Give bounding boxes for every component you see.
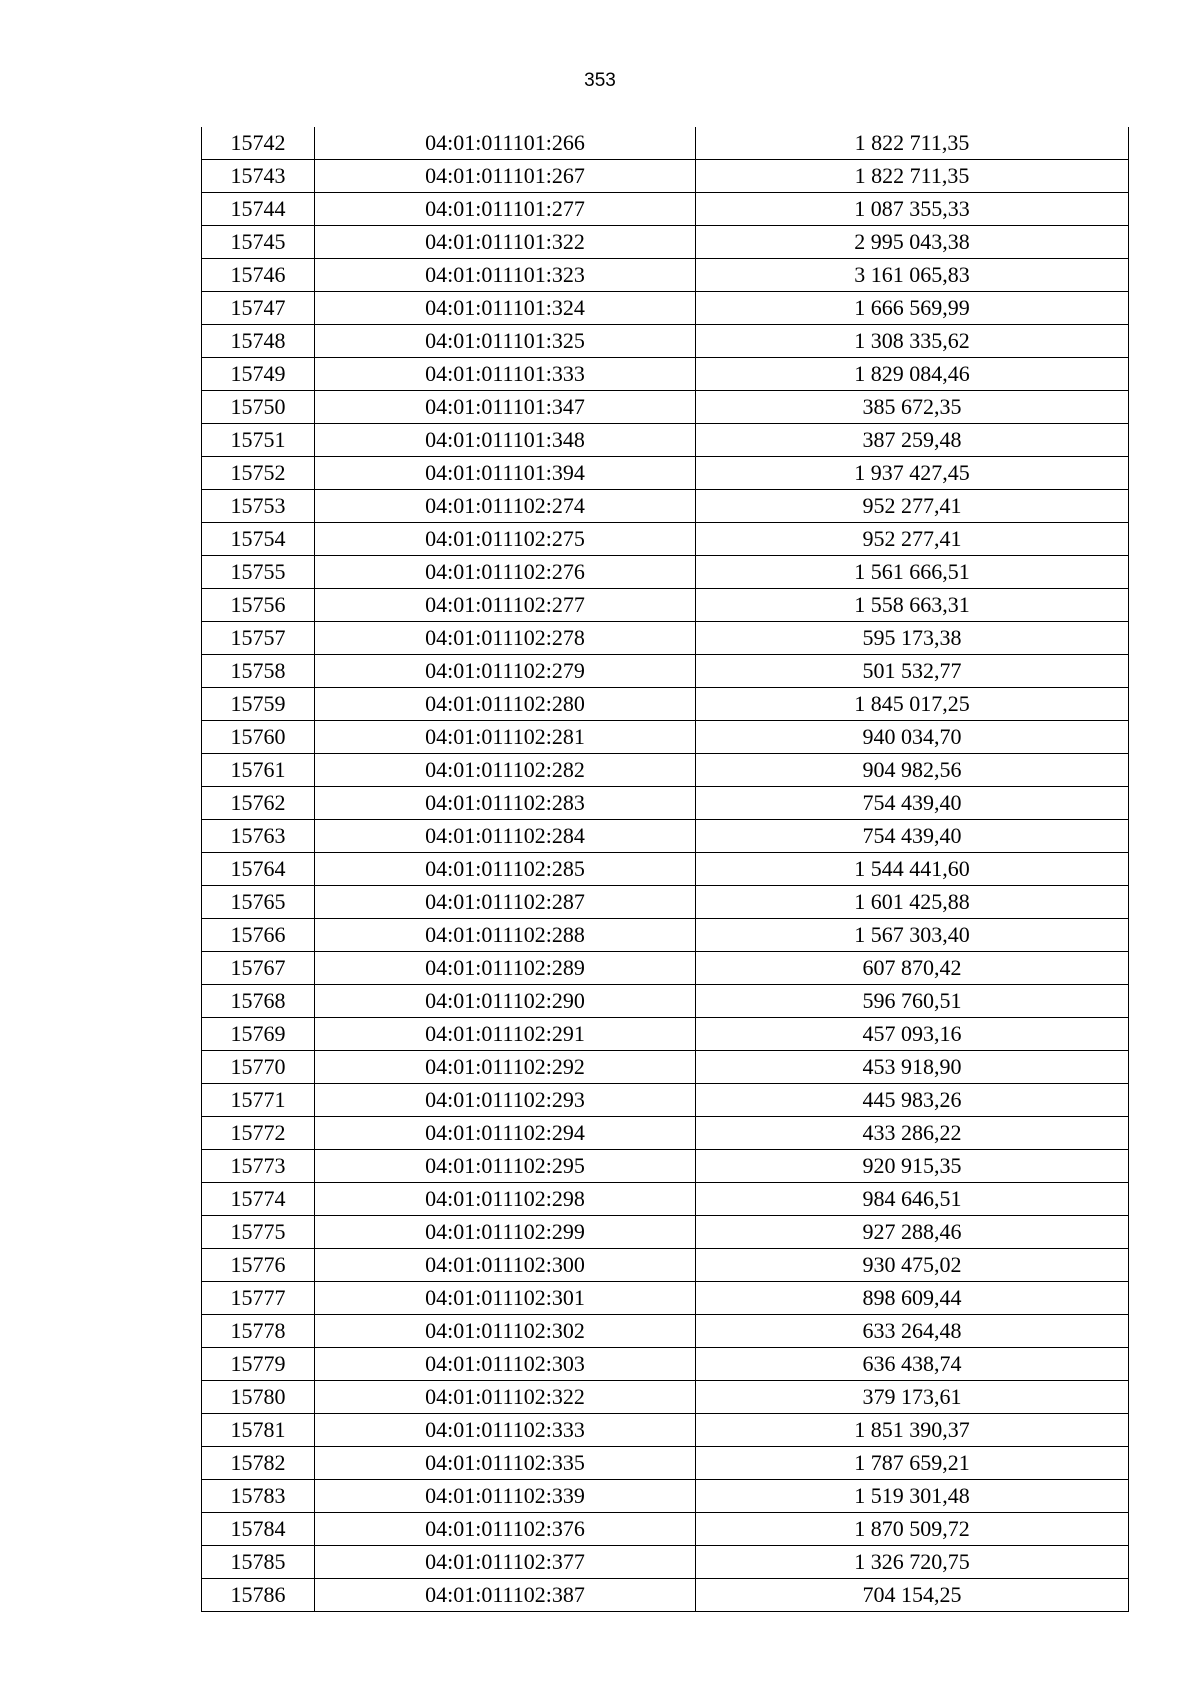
row-number-cell: 15774 bbox=[202, 1183, 315, 1216]
cadastral-value-cell: 952 277,41 bbox=[696, 523, 1129, 556]
cadastral-value-cell: 1 937 427,45 bbox=[696, 457, 1129, 490]
cadastral-number-cell: 04:01:011102:387 bbox=[315, 1579, 696, 1612]
cadastral-value-cell: 1 558 663,31 bbox=[696, 589, 1129, 622]
cadastral-value-cell: 1 822 711,35 bbox=[696, 160, 1129, 193]
table-row bbox=[202, 424, 1129, 457]
row-number-cell: 15771 bbox=[202, 1084, 315, 1117]
cadastral-value-cell: 1 544 441,60 bbox=[696, 853, 1129, 886]
table-row bbox=[202, 457, 1129, 490]
row-number-cell: 15770 bbox=[202, 1051, 315, 1084]
cadastral-value-cell: 379 173,61 bbox=[696, 1381, 1129, 1414]
row-number-cell: 15767 bbox=[202, 952, 315, 985]
row-number-cell: 15749 bbox=[202, 358, 315, 391]
cadastral-number-cell: 04:01:011102:288 bbox=[315, 919, 696, 952]
row-number-cell: 15779 bbox=[202, 1348, 315, 1381]
cadastral-number-cell: 04:01:011102:287 bbox=[315, 886, 696, 919]
table-row bbox=[202, 1051, 1129, 1084]
cadastral-number-cell: 04:01:011101:277 bbox=[315, 193, 696, 226]
row-number-cell: 15753 bbox=[202, 490, 315, 523]
cadastral-value-cell: 1 845 017,25 bbox=[696, 688, 1129, 721]
row-number-cell: 15752 bbox=[202, 457, 315, 490]
row-number-cell: 15769 bbox=[202, 1018, 315, 1051]
row-number-cell: 15742 bbox=[202, 127, 315, 160]
table-row bbox=[202, 1546, 1129, 1579]
table-row bbox=[202, 754, 1129, 787]
cadastral-number-cell: 04:01:011102:289 bbox=[315, 952, 696, 985]
cadastral-number-cell: 04:01:011102:303 bbox=[315, 1348, 696, 1381]
cadastral-number-cell: 04:01:011102:281 bbox=[315, 721, 696, 754]
cadastral-value-cell: 1 519 301,48 bbox=[696, 1480, 1129, 1513]
table-row bbox=[202, 1282, 1129, 1315]
cadastral-value-cell: 2 995 043,38 bbox=[696, 226, 1129, 259]
table-row bbox=[202, 1579, 1129, 1612]
row-number-cell: 15778 bbox=[202, 1315, 315, 1348]
cadastral-number-cell: 04:01:011102:298 bbox=[315, 1183, 696, 1216]
cadastral-value-cell: 445 983,26 bbox=[696, 1084, 1129, 1117]
cadastral-number-cell: 04:01:011102:339 bbox=[315, 1480, 696, 1513]
table-row bbox=[202, 688, 1129, 721]
cadastral-value-cell: 704 154,25 bbox=[696, 1579, 1129, 1612]
cadastral-number-cell: 04:01:011102:302 bbox=[315, 1315, 696, 1348]
cadastral-number-cell: 04:01:011102:301 bbox=[315, 1282, 696, 1315]
row-number-cell: 15748 bbox=[202, 325, 315, 358]
row-number-cell: 15759 bbox=[202, 688, 315, 721]
cadastral-number-cell: 04:01:011102:322 bbox=[315, 1381, 696, 1414]
cadastral-value-cell: 457 093,16 bbox=[696, 1018, 1129, 1051]
table-row bbox=[202, 1018, 1129, 1051]
table-row bbox=[202, 1117, 1129, 1150]
cadastral-number-cell: 04:01:011101:267 bbox=[315, 160, 696, 193]
cadastral-value-cell: 940 034,70 bbox=[696, 721, 1129, 754]
cadastral-number-cell: 04:01:011101:394 bbox=[315, 457, 696, 490]
table-row bbox=[202, 721, 1129, 754]
table-row bbox=[202, 1348, 1129, 1381]
cadastral-value-cell: 387 259,48 bbox=[696, 424, 1129, 457]
row-number-cell: 15751 bbox=[202, 424, 315, 457]
cadastral-number-cell: 04:01:011102:299 bbox=[315, 1216, 696, 1249]
cadastral-value-cell: 501 532,77 bbox=[696, 655, 1129, 688]
row-number-cell: 15764 bbox=[202, 853, 315, 886]
cadastral-number-cell: 04:01:011101:347 bbox=[315, 391, 696, 424]
table-row bbox=[202, 523, 1129, 556]
row-number-cell: 15772 bbox=[202, 1117, 315, 1150]
row-number-cell: 15773 bbox=[202, 1150, 315, 1183]
table-row bbox=[202, 886, 1129, 919]
cadastral-number-cell: 04:01:011102:333 bbox=[315, 1414, 696, 1447]
cadastral-number-cell: 04:01:011101:348 bbox=[315, 424, 696, 457]
cadastral-number-cell: 04:01:011102:282 bbox=[315, 754, 696, 787]
cadastral-number-cell: 04:01:011102:335 bbox=[315, 1447, 696, 1480]
table-row bbox=[202, 325, 1129, 358]
cadastral-value-table bbox=[201, 127, 1129, 1612]
cadastral-number-cell: 04:01:011102:276 bbox=[315, 556, 696, 589]
table-row bbox=[202, 919, 1129, 952]
cadastral-number-cell: 04:01:011101:266 bbox=[315, 127, 696, 160]
row-number-cell: 15780 bbox=[202, 1381, 315, 1414]
row-number-cell: 15758 bbox=[202, 655, 315, 688]
table-body bbox=[202, 127, 1129, 1612]
table-row bbox=[202, 259, 1129, 292]
row-number-cell: 15761 bbox=[202, 754, 315, 787]
cadastral-number-cell: 04:01:011102:285 bbox=[315, 853, 696, 886]
cadastral-value-cell: 754 439,40 bbox=[696, 787, 1129, 820]
table-row bbox=[202, 1513, 1129, 1546]
cadastral-value-cell: 607 870,42 bbox=[696, 952, 1129, 985]
row-number-cell: 15781 bbox=[202, 1414, 315, 1447]
table-row bbox=[202, 589, 1129, 622]
cadastral-number-cell: 04:01:011102:290 bbox=[315, 985, 696, 1018]
cadastral-number-cell: 04:01:011102:284 bbox=[315, 820, 696, 853]
cadastral-value-cell: 453 918,90 bbox=[696, 1051, 1129, 1084]
cadastral-value-cell: 930 475,02 bbox=[696, 1249, 1129, 1282]
table-row bbox=[202, 1183, 1129, 1216]
cadastral-value-cell: 1 822 711,35 bbox=[696, 127, 1129, 160]
cadastral-number-cell: 04:01:011102:279 bbox=[315, 655, 696, 688]
row-number-cell: 15768 bbox=[202, 985, 315, 1018]
table-row bbox=[202, 1216, 1129, 1249]
cadastral-value-cell: 904 982,56 bbox=[696, 754, 1129, 787]
row-number-cell: 15756 bbox=[202, 589, 315, 622]
cadastral-value-cell: 1 851 390,37 bbox=[696, 1414, 1129, 1447]
cadastral-value-cell: 1 666 569,99 bbox=[696, 292, 1129, 325]
table-row bbox=[202, 820, 1129, 853]
table-row bbox=[202, 1249, 1129, 1282]
cadastral-number-cell: 04:01:011102:377 bbox=[315, 1546, 696, 1579]
table-row bbox=[202, 358, 1129, 391]
cadastral-number-cell: 04:01:011101:333 bbox=[315, 358, 696, 391]
cadastral-value-cell: 636 438,74 bbox=[696, 1348, 1129, 1381]
table-row bbox=[202, 1084, 1129, 1117]
cadastral-number-cell: 04:01:011101:323 bbox=[315, 259, 696, 292]
cadastral-value-cell: 952 277,41 bbox=[696, 490, 1129, 523]
cadastral-number-cell: 04:01:011102:277 bbox=[315, 589, 696, 622]
cadastral-number-cell: 04:01:011102:280 bbox=[315, 688, 696, 721]
cadastral-number-cell: 04:01:011102:300 bbox=[315, 1249, 696, 1282]
table-row bbox=[202, 193, 1129, 226]
table-row bbox=[202, 1414, 1129, 1447]
cadastral-value-cell: 1 870 509,72 bbox=[696, 1513, 1129, 1546]
cadastral-value-cell: 385 672,35 bbox=[696, 391, 1129, 424]
row-number-cell: 15743 bbox=[202, 160, 315, 193]
cadastral-number-cell: 04:01:011102:376 bbox=[315, 1513, 696, 1546]
row-number-cell: 15783 bbox=[202, 1480, 315, 1513]
cadastral-number-cell: 04:01:011102:291 bbox=[315, 1018, 696, 1051]
row-number-cell: 15775 bbox=[202, 1216, 315, 1249]
table-row bbox=[202, 1381, 1129, 1414]
table-row bbox=[202, 391, 1129, 424]
row-number-cell: 15747 bbox=[202, 292, 315, 325]
cadastral-value-cell: 433 286,22 bbox=[696, 1117, 1129, 1150]
row-number-cell: 15754 bbox=[202, 523, 315, 556]
row-number-cell: 15745 bbox=[202, 226, 315, 259]
table-row bbox=[202, 952, 1129, 985]
table-row bbox=[202, 1150, 1129, 1183]
row-number-cell: 15750 bbox=[202, 391, 315, 424]
table-row bbox=[202, 292, 1129, 325]
row-number-cell: 15744 bbox=[202, 193, 315, 226]
cadastral-number-cell: 04:01:011102:274 bbox=[315, 490, 696, 523]
cadastral-value-cell: 1 829 084,46 bbox=[696, 358, 1129, 391]
cadastral-number-cell: 04:01:011102:283 bbox=[315, 787, 696, 820]
cadastral-number-cell: 04:01:011102:294 bbox=[315, 1117, 696, 1150]
table-row bbox=[202, 655, 1129, 688]
cadastral-number-cell: 04:01:011102:295 bbox=[315, 1150, 696, 1183]
table-row bbox=[202, 1480, 1129, 1513]
table-row bbox=[202, 787, 1129, 820]
row-number-cell: 15782 bbox=[202, 1447, 315, 1480]
cadastral-value-cell: 1 567 303,40 bbox=[696, 919, 1129, 952]
cadastral-value-cell: 596 760,51 bbox=[696, 985, 1129, 1018]
table-row bbox=[202, 127, 1129, 160]
row-number-cell: 15755 bbox=[202, 556, 315, 589]
cadastral-value-cell: 3 161 065,83 bbox=[696, 259, 1129, 292]
cadastral-value-cell: 1 787 659,21 bbox=[696, 1447, 1129, 1480]
page-number: 353 bbox=[584, 70, 616, 91]
row-number-cell: 15760 bbox=[202, 721, 315, 754]
table-row bbox=[202, 985, 1129, 1018]
cadastral-number-cell: 04:01:011101:324 bbox=[315, 292, 696, 325]
table-row bbox=[202, 556, 1129, 589]
row-number-cell: 15757 bbox=[202, 622, 315, 655]
cadastral-number-cell: 04:01:011102:293 bbox=[315, 1084, 696, 1117]
cadastral-value-cell: 927 288,46 bbox=[696, 1216, 1129, 1249]
row-number-cell: 15746 bbox=[202, 259, 315, 292]
table-row bbox=[202, 160, 1129, 193]
cadastral-value-cell: 754 439,40 bbox=[696, 820, 1129, 853]
row-number-cell: 15784 bbox=[202, 1513, 315, 1546]
row-number-cell: 15785 bbox=[202, 1546, 315, 1579]
cadastral-value-cell: 633 264,48 bbox=[696, 1315, 1129, 1348]
cadastral-value-cell: 898 609,44 bbox=[696, 1282, 1129, 1315]
cadastral-value-cell: 984 646,51 bbox=[696, 1183, 1129, 1216]
cadastral-number-cell: 04:01:011102:292 bbox=[315, 1051, 696, 1084]
table-row bbox=[202, 226, 1129, 259]
table-row bbox=[202, 1315, 1129, 1348]
row-number-cell: 15765 bbox=[202, 886, 315, 919]
cadastral-value-cell: 595 173,38 bbox=[696, 622, 1129, 655]
row-number-cell: 15763 bbox=[202, 820, 315, 853]
row-number-cell: 15776 bbox=[202, 1249, 315, 1282]
cadastral-value-cell: 1 308 335,62 bbox=[696, 325, 1129, 358]
cadastral-number-cell: 04:01:011101:325 bbox=[315, 325, 696, 358]
cadastral-value-cell: 1 601 425,88 bbox=[696, 886, 1129, 919]
cadastral-number-cell: 04:01:011102:275 bbox=[315, 523, 696, 556]
cadastral-value-cell: 1 087 355,33 bbox=[696, 193, 1129, 226]
table-row bbox=[202, 1447, 1129, 1480]
cadastral-value-cell: 1 326 720,75 bbox=[696, 1546, 1129, 1579]
cadastral-value-cell: 1 561 666,51 bbox=[696, 556, 1129, 589]
table-row bbox=[202, 490, 1129, 523]
cadastral-number-cell: 04:01:011101:322 bbox=[315, 226, 696, 259]
table-row bbox=[202, 853, 1129, 886]
row-number-cell: 15777 bbox=[202, 1282, 315, 1315]
cadastral-number-cell: 04:01:011102:278 bbox=[315, 622, 696, 655]
row-number-cell: 15786 bbox=[202, 1579, 315, 1612]
cadastral-value-cell: 920 915,35 bbox=[696, 1150, 1129, 1183]
row-number-cell: 15766 bbox=[202, 919, 315, 952]
table-row bbox=[202, 622, 1129, 655]
row-number-cell: 15762 bbox=[202, 787, 315, 820]
